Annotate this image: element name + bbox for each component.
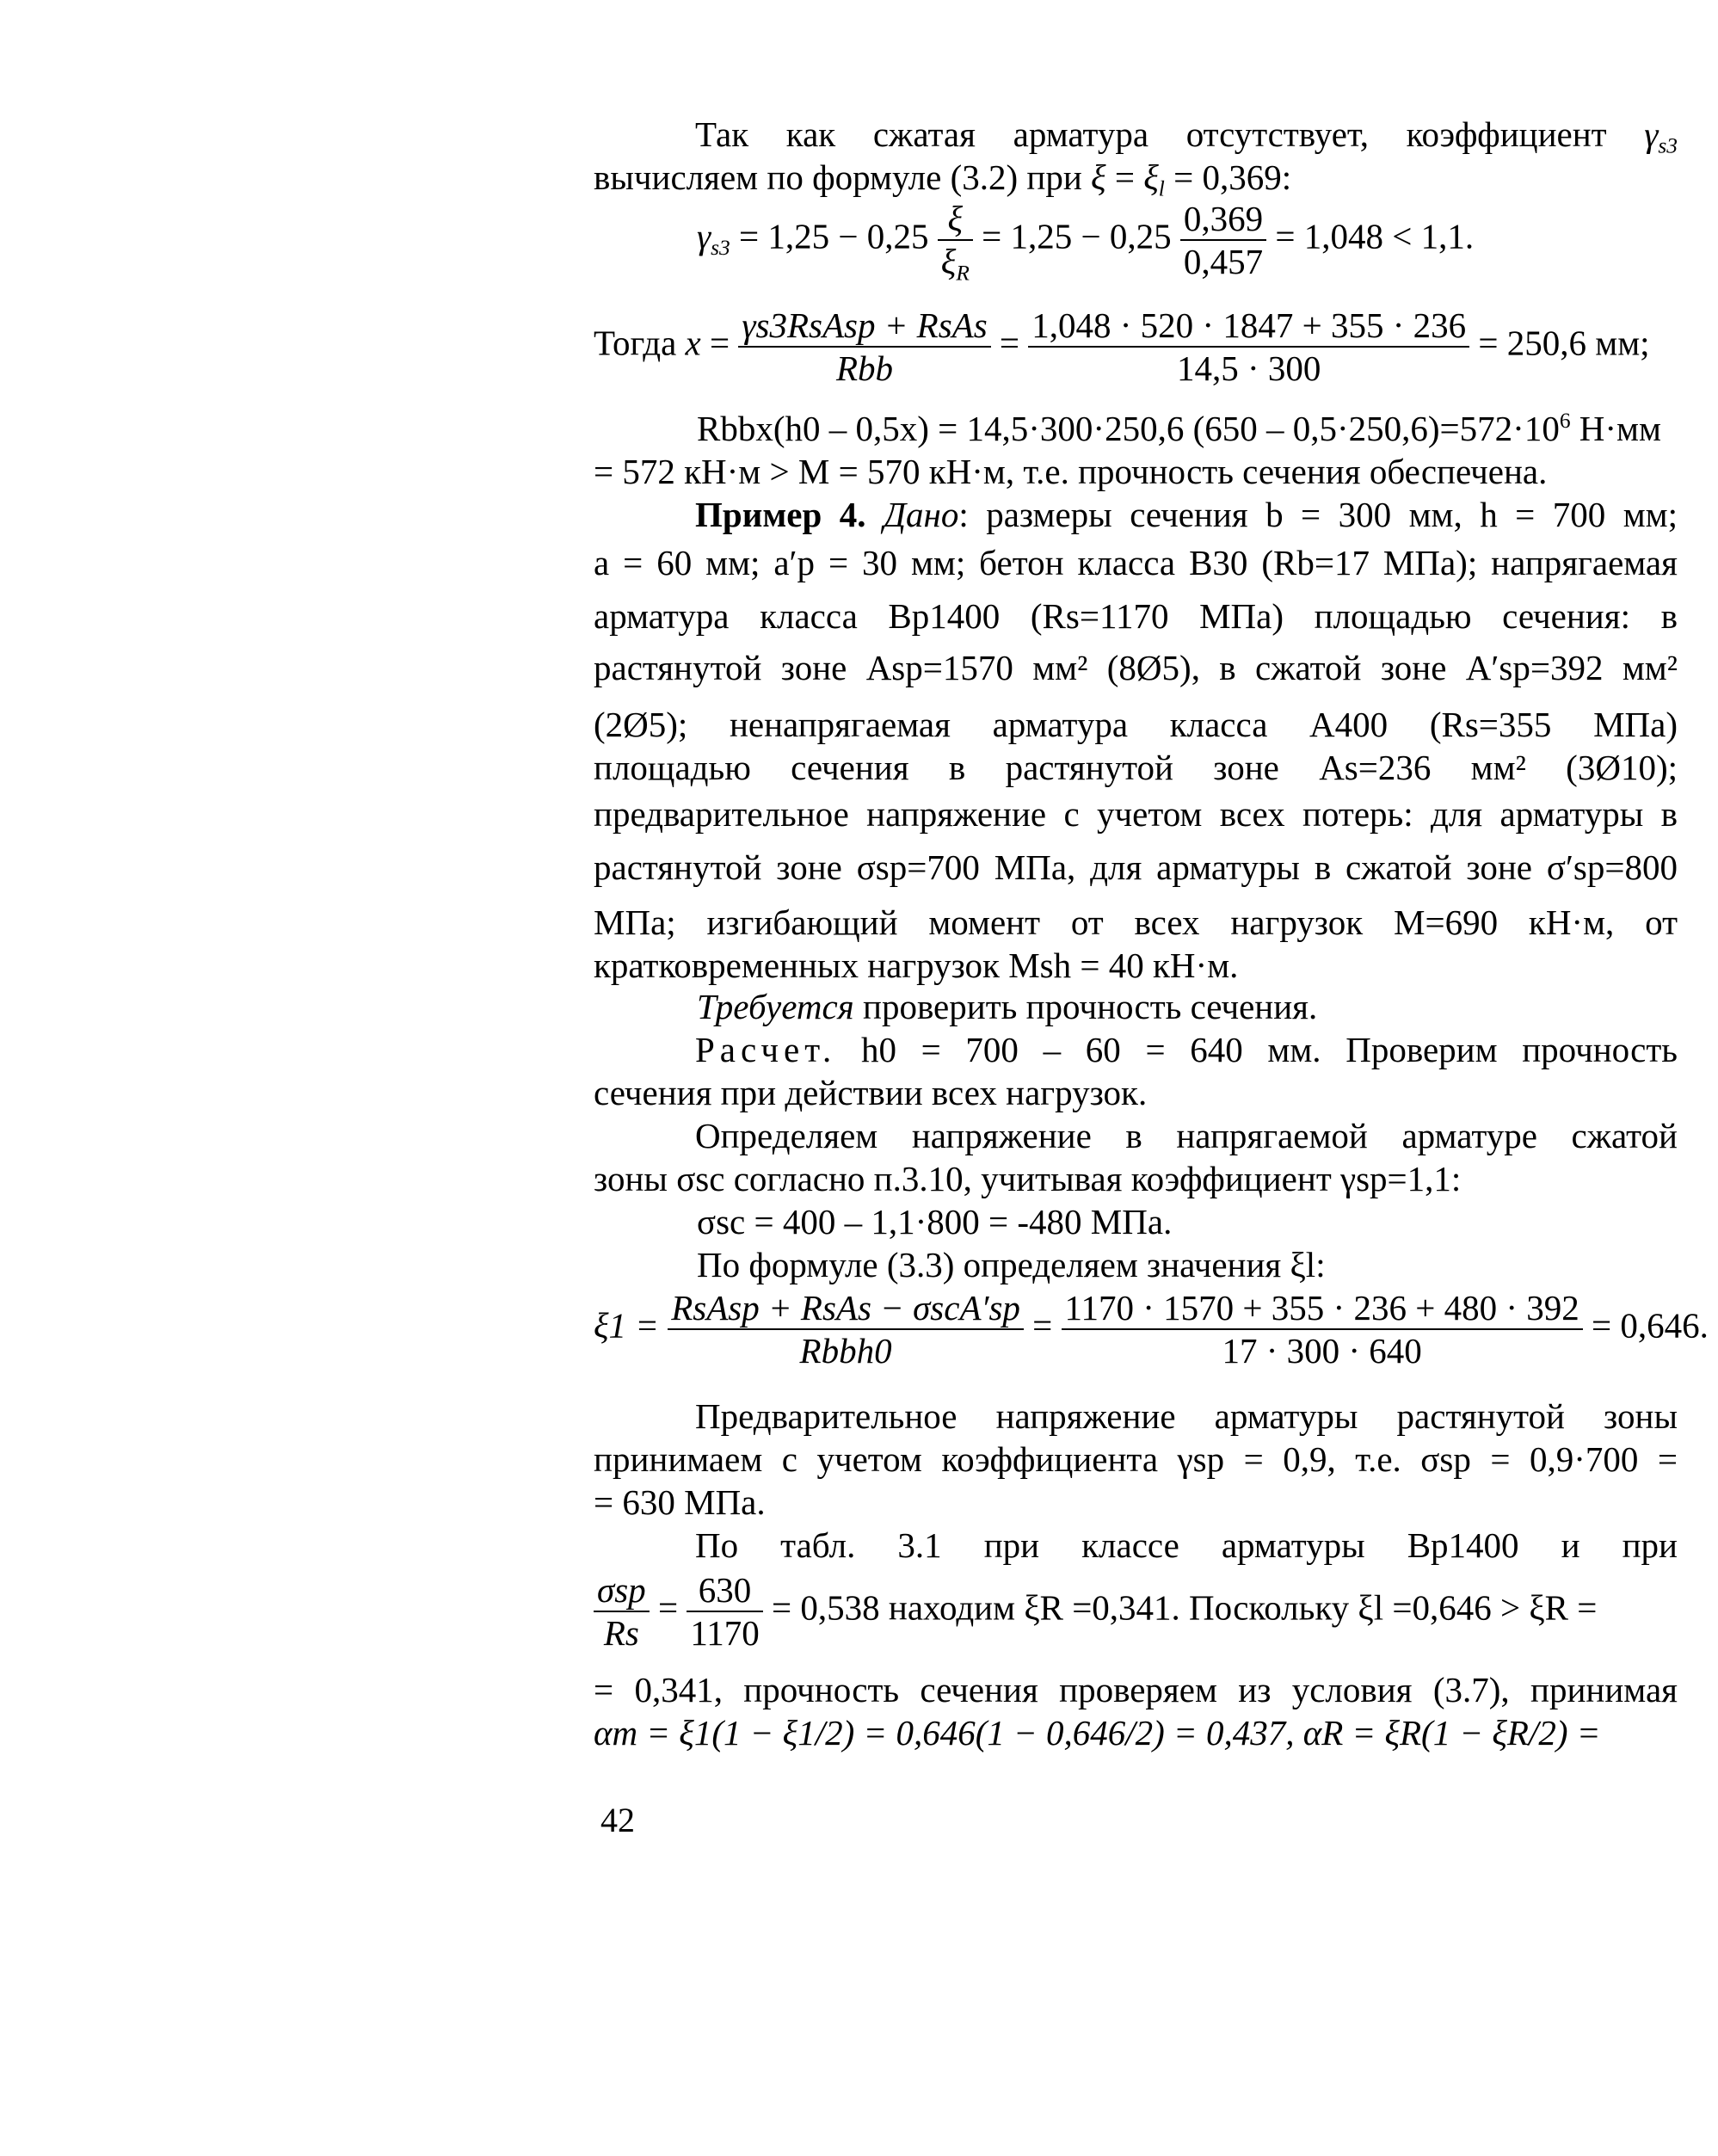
text-line: растянутой зоне σsp=700 МПа, для арматуры в сжатой зоне σ′sp=800	[594, 847, 1678, 887]
formula-gamma-s3: $\gamma_{s3} = 1,25 - 0,25$ $\frac{\xi}{\xi_R}$ = 1,25 − 0,25 $\frac{0,369}{0,457}$ = 1,048 < 1,1.	[697, 199, 1475, 286]
text-line: a = 60 мм; a′p = 30 мм; бетон класса B30 (Rb=17 МПа); напрягаемая	[594, 543, 1678, 582]
text-line: площадью сечения в растянутой зоне As=236 мм² (3Ø10);	[594, 748, 1678, 787]
text-line: Предварительное напряжение арматуры растянутой зоны	[695, 1396, 1678, 1436]
text-line: арматура класса Bp1400 (Rs=1170 МПа) площадью сечения: в	[594, 596, 1678, 636]
text-line: По формуле (3.3) определяем значения ξl:	[697, 1245, 1326, 1284]
text-line: σsc = 400 – 1,1·800 = -480 МПа.	[697, 1202, 1173, 1241]
text-line: вычисляем по формуле (3.2) при $\xi = \xi_l = 0,369$:	[594, 157, 1292, 201]
text-line: Rbbx(h0 – 0,5x) = 14,5·300·250,6 $(650 - 0,5\cdot 250,6)=572\cdot 10^6$ Н·мм	[697, 408, 1661, 448]
formula-xi1: ξ1 = $\frac{\text{RsAsp + RsAs − σscA′sp}}{\text{Rbbh0}}$ = $\frac{1170 \cdot 1570 + 355 \cdot 236 + 480 \cdot 392}{17 \cdot 300 \cdot 640}$ = 0,646.	[594, 1288, 1709, 1371]
text-line: По табл. 3.1 при классе арматуры Bp1400 и при	[695, 1525, 1678, 1565]
page-number: 42	[600, 1801, 635, 1839]
text-line: МПа; изгибающий момент от всех нагрузок M=690 кН·м, от	[594, 902, 1678, 942]
text-line: Так как сжатая арматура отсутствует, коэффициент $\gamma_{s3}$	[695, 114, 1678, 158]
text-line: = 630 МПа.	[594, 1482, 766, 1522]
text-line: (2Ø5); ненапрягаемая арматура класса A400 (Rs=355 МПа)	[594, 705, 1678, 744]
text-line: кратковременных нагрузок Msh = 40 кН·м.	[594, 946, 1239, 985]
text-line: сечения при действии всех нагрузок.	[594, 1073, 1148, 1112]
text-line: = 0,341, прочность сечения проверяем из условия (3.7), принимая	[594, 1670, 1678, 1709]
text-line: предварительное напряжение с учетом всех потерь: для арматуры в	[594, 794, 1678, 834]
formula-x: Тогда x = $\frac{\text{γs3RsAsp + RsAs}}{\text{Rbb}}$ = $\frac{1,048 \cdot 520 \cdot 1847 + 355 \cdot 236}{14,5 \cdot 300}$ = 250,6 мм;	[594, 305, 1650, 388]
formula-ratio: $\frac{\text{σsp}}{Rs}$ = $\frac{630}{1170}$ = 0,538 находим ξR =0,341. Поскольку ξl =0,646 > ξR =	[594, 1571, 1597, 1652]
text-line: Определяем напряжение в напрягаемой арматуре сжатой	[695, 1116, 1678, 1155]
text-line: зоны σsc согласно п.3.10, учитывая коэффициент γsp=1,1:	[594, 1159, 1462, 1198]
text-line: = 572 кН·м > M = 570 кН·м, т.е. прочность сечения обеспечена.	[594, 452, 1548, 491]
example-heading: Пример 4. Дано: размеры сечения b = 300 мм, h = 700 мм;	[695, 495, 1678, 534]
text-line: Расчет. h0 = 700 – 60 = 640 мм. Проверим прочность	[695, 1030, 1678, 1069]
text-line: Требуется проверить прочность сечения.	[697, 987, 1318, 1026]
formula-alpha: αm = ξ1(1 − ξ1/2) = 0,646(1 − 0,646/2) = 0,437, αR = ξR(1 − ξR/2) =	[594, 1713, 1601, 1753]
text-line: растянутой зоне Asp=1570 мм² (8Ø5), в сжатой зоне A′sp=392 мм²	[594, 648, 1678, 687]
text-line: принимаем с учетом коэффициента γsp = 0,9, т.е. σsp = 0,9·700 =	[594, 1439, 1678, 1479]
